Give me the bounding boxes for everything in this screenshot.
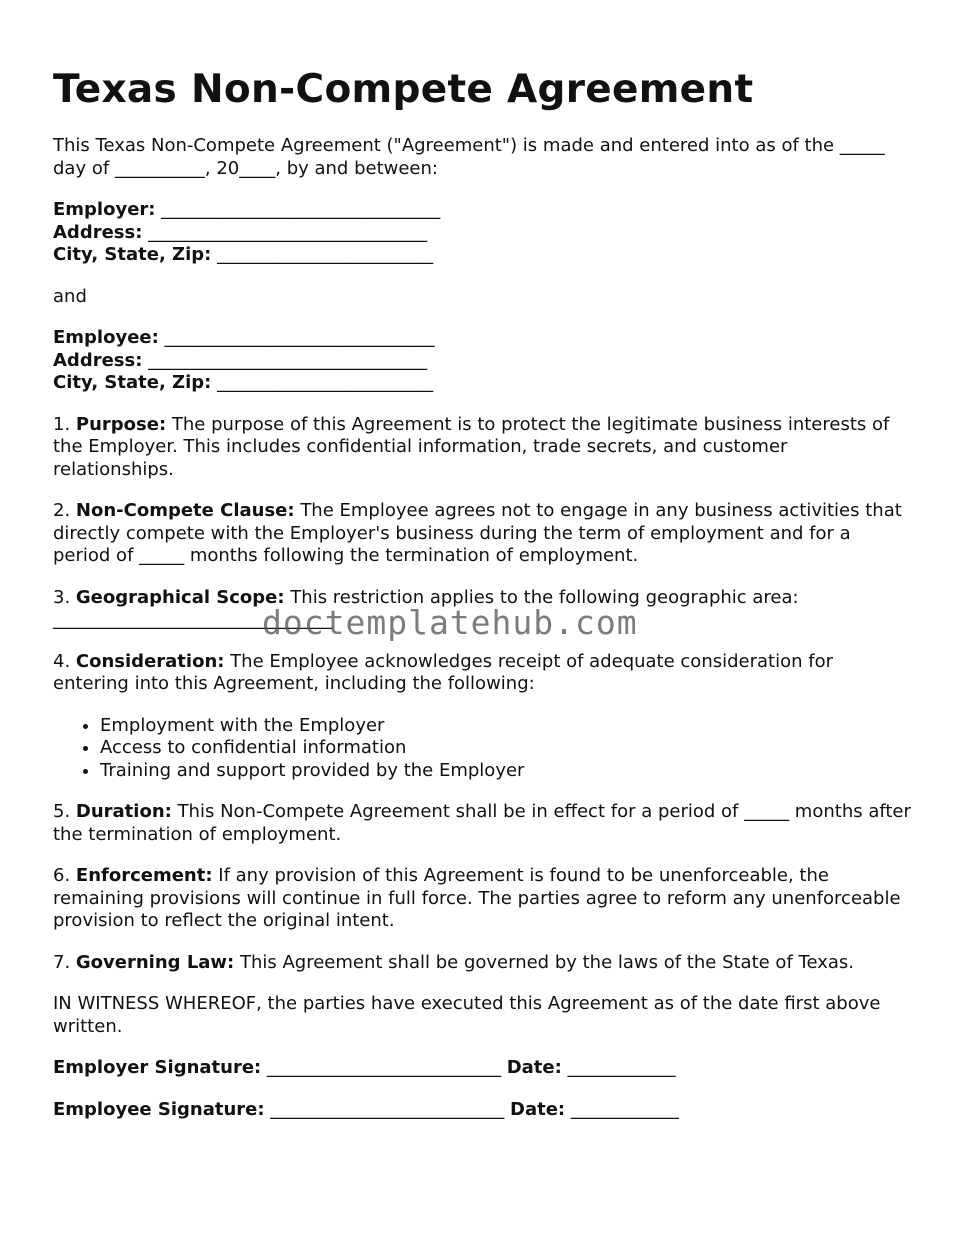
employer-signature-blank: __________________________	[261, 1057, 507, 1078]
section-number: 5.	[53, 801, 76, 822]
section-purpose	[53, 414, 913, 482]
employee-line	[53, 327, 913, 350]
employer-signature-line	[53, 1057, 913, 1080]
watermark: doctemplatehub.com	[262, 603, 638, 642]
document-title: Texas Non-Compete Agreement	[53, 67, 754, 112]
section-heading: Duration:	[75, 801, 172, 822]
section-number: 3.	[53, 586, 76, 608]
section-number: 2.	[53, 500, 76, 521]
employee-address-blank: _______________________________	[142, 349, 428, 371]
employer-address-line	[53, 222, 913, 245]
section-noncompete	[53, 500, 913, 568]
section-text: The Employee acknowledges receipt of adequate consideration for entering into this Agreement, including the following:	[53, 650, 833, 694]
employee-address-label: Address:	[53, 349, 143, 371]
section-heading: Consideration:	[75, 650, 225, 672]
employee-label: Employee:	[53, 327, 159, 348]
section-heading: Geographical Scope:	[75, 586, 285, 608]
section-number: 7.	[53, 951, 76, 973]
employee-blank: ______________________________	[158, 327, 435, 348]
employee-date-blank: ____________	[565, 1098, 679, 1120]
employee-city-label: City, State, Zip:	[53, 372, 212, 393]
employer-label: Employer:	[53, 199, 156, 220]
section-number: 1.	[53, 413, 76, 435]
section-text: If any provision of this Agreement is found to be unenforceable, the remaining provisions will continue in full force. The parties agree to reform any unenforceable provision to reflect the original intent.	[53, 865, 901, 931]
employee-city-blank: ________________________	[211, 372, 434, 393]
employer-date-label: Date:	[506, 1057, 562, 1078]
employer-city-label: City, State, Zip:	[53, 244, 212, 265]
employer-signature-label: Employer Signature:	[53, 1057, 262, 1078]
section-heading: Non-Compete Clause:	[75, 500, 295, 521]
section-geographical-scope	[53, 587, 913, 632]
witness-paragraph: IN WITNESS WHEREOF, the parties have executed this Agreement as of the date first above written.	[53, 993, 881, 1037]
document-page	[53, 66, 913, 1140]
employer-date-blank: ____________	[561, 1057, 676, 1078]
section-text: The Employee agrees not to engage in any business activities that directly compete with the Employer's business during the term of employment and for a period of _____ months following the termination of employment.	[53, 500, 902, 566]
and-text: and	[53, 285, 87, 307]
list-item: • Access to confidential information	[100, 737, 913, 760]
employee-block	[53, 327, 913, 395]
section-number: 4.	[53, 650, 76, 672]
employee-signature-label: Employee Signature:	[53, 1098, 265, 1120]
list-item: • Employment with the Employer	[100, 715, 913, 738]
section-governing-law	[53, 952, 913, 975]
section-consideration	[53, 651, 913, 696]
section-text: This Non-Compete Agreement shall be in effect for a period of _____ months after the termination of employment.	[53, 801, 911, 845]
section-text: The purpose of this Agreement is to protect the legitimate business interests of the Employer. This includes confidential information, trade secrets, and customer relationships.	[53, 413, 890, 480]
employer-line	[53, 199, 913, 222]
geo-area-blank: _______________________________	[53, 609, 332, 630]
employer-blank: _______________________________	[155, 199, 441, 220]
list-item: • Training and support provided by the Employer	[100, 760, 913, 783]
section-number: 6.	[53, 865, 76, 886]
section-text: This restriction applies to the following geographic area:	[284, 586, 799, 608]
employee-date-label: Date:	[510, 1098, 566, 1120]
employer-city-blank: ________________________	[211, 244, 434, 265]
section-enforcement	[53, 865, 913, 933]
employer-block	[53, 199, 913, 267]
employer-address-blank: _______________________________	[142, 221, 428, 243]
employer-address-label: Address:	[53, 221, 143, 243]
consideration-list	[53, 715, 913, 783]
employee-signature-blank: __________________________	[264, 1098, 511, 1120]
employee-signature-line	[53, 1099, 913, 1122]
employee-city-line	[53, 372, 913, 395]
section-heading: Enforcement:	[75, 865, 213, 886]
section-duration	[53, 801, 913, 846]
section-heading: Governing Law:	[75, 951, 235, 973]
employee-address-line	[53, 350, 913, 373]
intro-paragraph: This Texas Non-Compete Agreement ("Agreement") is made and entered into as of the _____ day of __________, 20____, by and between:	[53, 135, 885, 179]
section-text: This Agreement shall be governed by the laws of the State of Texas.	[234, 951, 854, 973]
section-heading: Purpose:	[75, 413, 167, 435]
employer-city-line	[53, 244, 913, 267]
